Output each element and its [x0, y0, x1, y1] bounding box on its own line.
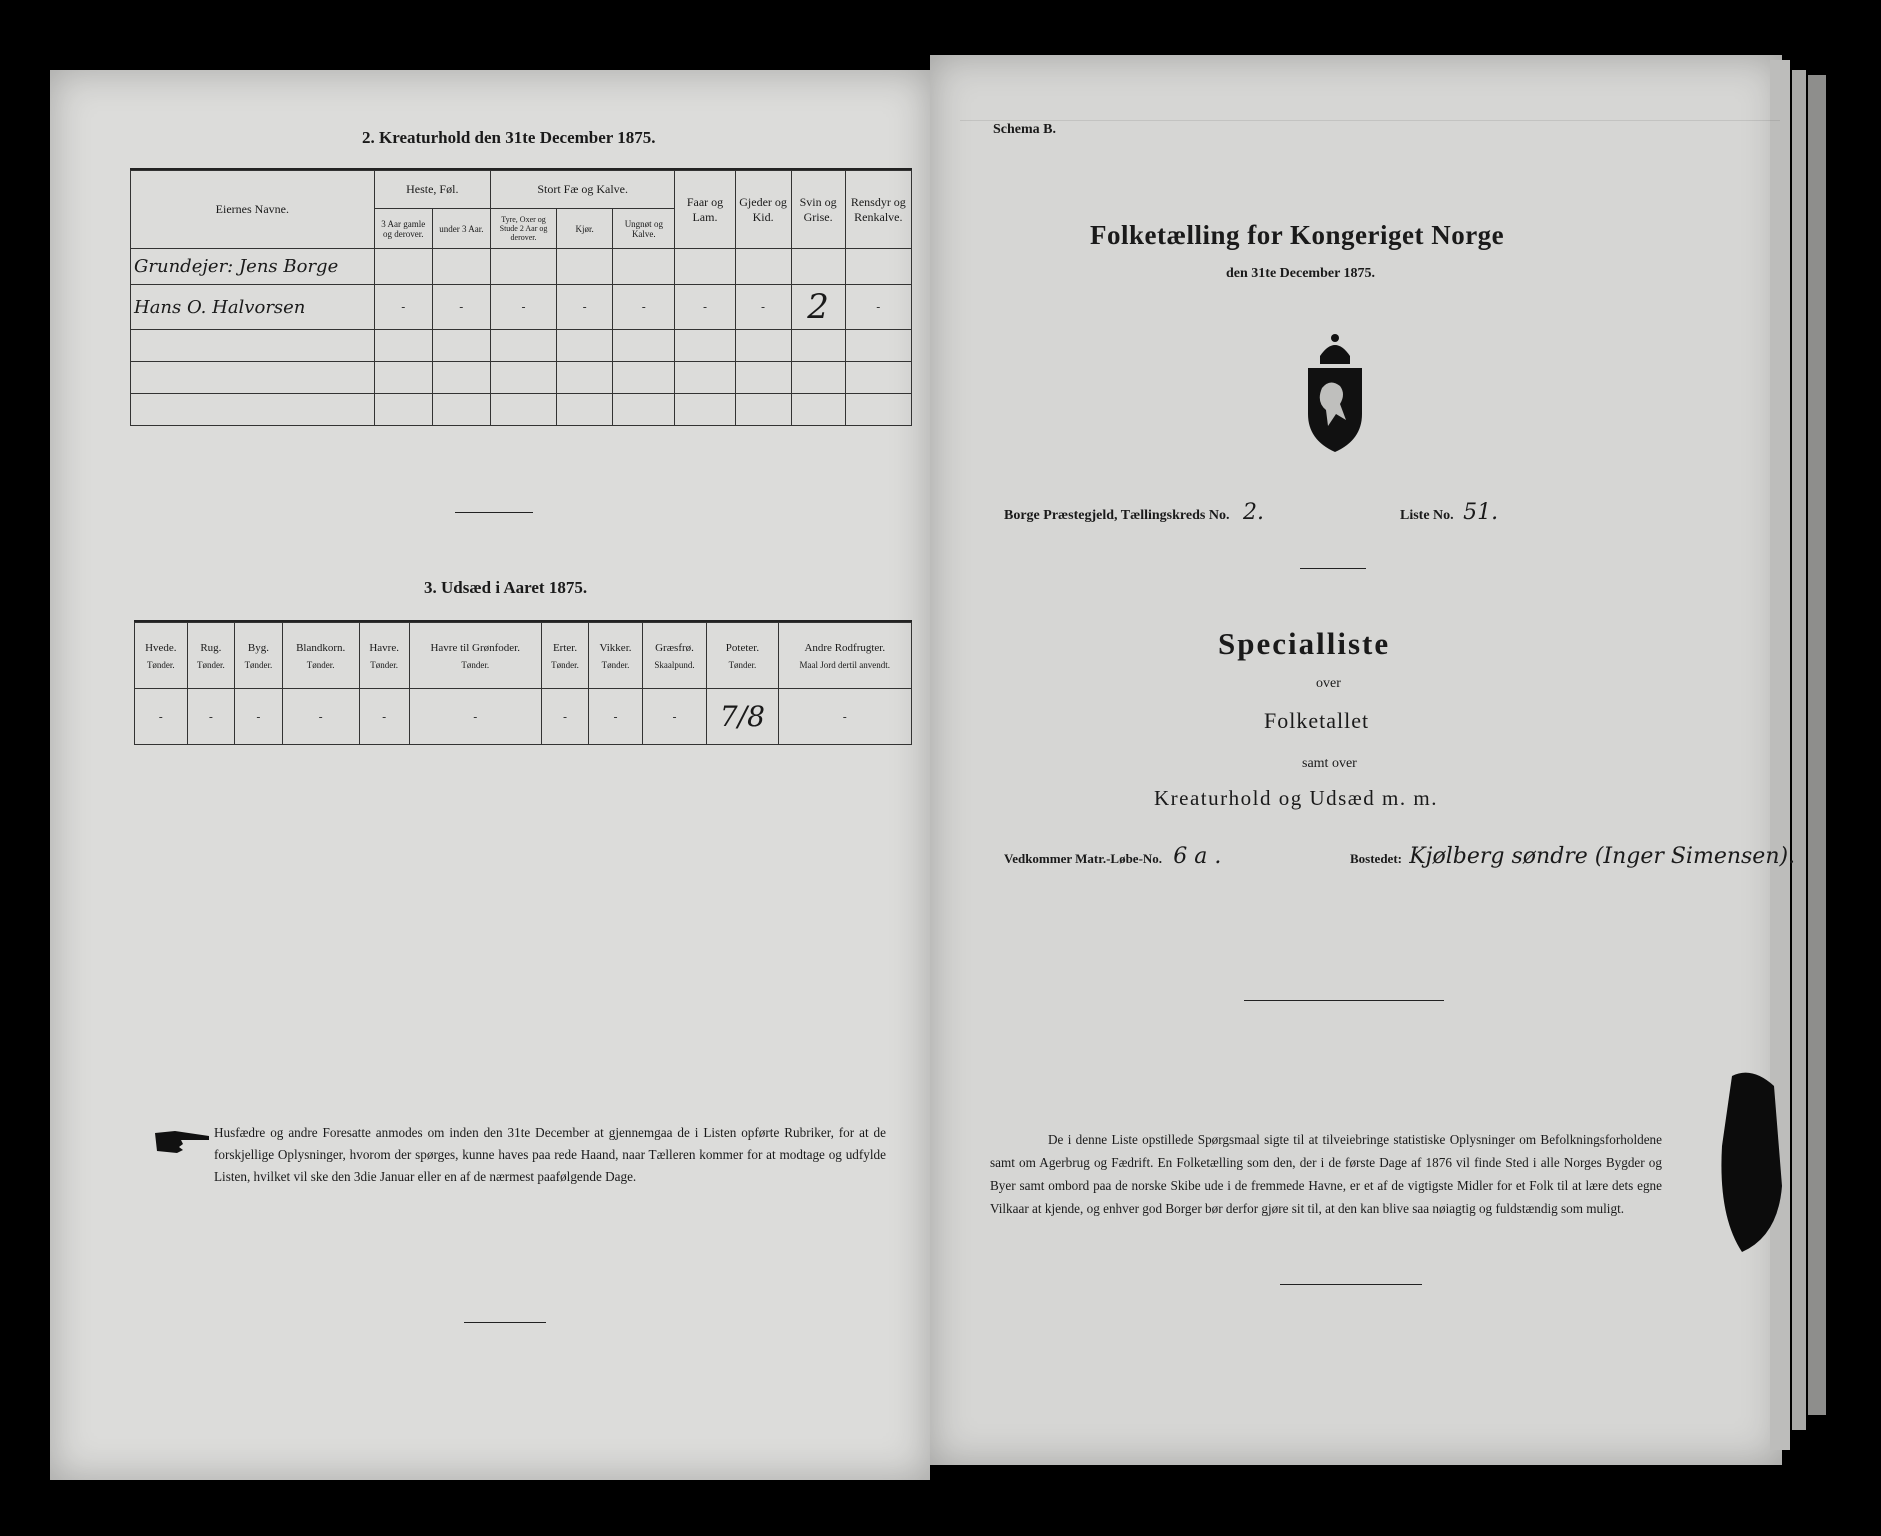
- sowing-value: 7/8: [707, 689, 778, 745]
- sowing-col-header: [359, 623, 409, 689]
- section3-title: 3. Udsæd i Aaret 1875.: [424, 578, 588, 597]
- col-cattle: Stort Fæ og Kalve.: [490, 171, 675, 209]
- divider: [1244, 1000, 1444, 1001]
- table-row: [131, 394, 912, 426]
- census-date: den 31te December 1875.: [1226, 266, 1376, 281]
- col-goats: Gjeder og Kid.: [735, 171, 791, 249]
- sowing-value: -: [642, 689, 707, 745]
- col-horses-old: 3 Aar gamle og derover.: [374, 209, 432, 249]
- list-label: Liste No.: [1400, 508, 1454, 523]
- sowing-col-header: [589, 623, 642, 689]
- cell: -: [374, 285, 432, 330]
- sowing-col-unit: Tønder.: [244, 659, 273, 670]
- sowing-value: -: [359, 689, 409, 745]
- parish-line: [1004, 500, 1264, 525]
- sowing-value: -: [409, 689, 541, 745]
- divider: [464, 1322, 546, 1323]
- notice-text: Husfædre og andre Foresatte anmodes om inden den 31te December at gjennemgaa de i Listen opførte Rubriker, for at de forskjellige Oplysninger, hvorom der spørges, kunne haves paa rede Haand, naar Tælleren kommer for at modtage og udfylde Listen, hvilket vil ske den 3die Januar eller en af de nærmest paafølgende Dage.: [214, 1125, 886, 1184]
- sowing-col-unit: Tønder.: [370, 659, 399, 670]
- sowing-table: [134, 622, 912, 745]
- sowing-col-name: Erter.: [552, 641, 578, 654]
- sowing-col-unit: Tønder.: [461, 659, 490, 670]
- table-row: [131, 285, 912, 330]
- pointing-hand-icon: [153, 1127, 211, 1155]
- page-stack-edge: [1792, 70, 1806, 1430]
- faint-bleed: [960, 120, 1780, 121]
- sowing-col-unit: Tønder.: [306, 659, 335, 670]
- divider: [1300, 568, 1366, 569]
- page-stack-edge: [1808, 75, 1826, 1415]
- divider: [455, 512, 533, 513]
- folketallet-label: Folketallet: [1264, 708, 1370, 733]
- sowing-col-name: Havre.: [369, 641, 399, 654]
- sowing-col-header: [135, 623, 188, 689]
- livestock-title: Kreaturhold og Udsæd m. m.: [1154, 786, 1438, 810]
- table-row: [131, 249, 912, 285]
- col-cows: Kjør.: [557, 209, 613, 249]
- col-horses-young: under 3 Aar.: [432, 209, 490, 249]
- sowing-value: -: [187, 689, 235, 745]
- cell: [613, 249, 675, 285]
- parish-label: Præstegjeld,: [1043, 508, 1118, 523]
- cell: [735, 249, 791, 285]
- sowing-col-name: Rug.: [200, 641, 222, 654]
- sowing-value: -: [778, 689, 911, 745]
- sowing-col-header: [541, 623, 589, 689]
- cell: [845, 249, 911, 285]
- district-value: 2.: [1242, 500, 1264, 525]
- over-label: over: [1316, 676, 1341, 691]
- sowing-col-header: [282, 623, 359, 689]
- sowing-col-name: Andre Rodfrugter.: [804, 641, 886, 654]
- col-sheep: Faar og Lam.: [675, 171, 735, 249]
- bosted-label: Bostedet:: [1350, 851, 1402, 866]
- sowing-col-header: [235, 623, 283, 689]
- sowing-col-header: [707, 623, 778, 689]
- sowing-col-name: Blandkorn.: [296, 641, 346, 654]
- samt-over-label: samt over: [1302, 756, 1357, 771]
- cell: -: [735, 285, 791, 330]
- matr-label: Vedkommer Matr.-Løbe-No.: [1004, 851, 1163, 866]
- sowing-value: -: [282, 689, 359, 745]
- page-title: Folketælling for Kongeriget Norge: [1090, 220, 1505, 250]
- divider: [1280, 1284, 1422, 1285]
- cell: [432, 249, 490, 285]
- cell: 2: [791, 285, 845, 330]
- sowing-col-name: Byg.: [247, 641, 269, 654]
- list-value: 51.: [1463, 500, 1499, 525]
- bosted-value: Kjølberg søndre (Inger Simensen).: [1409, 844, 1796, 869]
- edge-shadow: [1712, 1066, 1792, 1256]
- cell: -: [432, 285, 490, 330]
- cell: -: [675, 285, 735, 330]
- sowing-col-unit: Maal Jord dertil anvendt.: [799, 659, 891, 670]
- sowing-value: -: [135, 689, 188, 745]
- list-line: [1400, 500, 1498, 525]
- sowing-col-header: [187, 623, 235, 689]
- sowing-value: -: [235, 689, 283, 745]
- bosted-line: [1350, 844, 1795, 869]
- sowing-col-unit: Tønder.: [601, 659, 630, 670]
- cell: [791, 249, 845, 285]
- table-row: [131, 362, 912, 394]
- sowing-value: -: [541, 689, 589, 745]
- sowing-col-unit: Skaalpund.: [654, 659, 695, 670]
- cell: [374, 249, 432, 285]
- specialliste-title: Specialliste: [1218, 626, 1391, 661]
- col-bulls: Tyre, Oxer og Stude 2 Aar og derover.: [490, 209, 556, 249]
- owner-name: Grundejer: Jens Borge: [131, 249, 375, 285]
- section2-title: 2. Kreaturhold den 31te December 1875.: [362, 128, 656, 147]
- col-reindeer: Rensdyr og Renkalve.: [845, 171, 911, 249]
- cell: [490, 249, 556, 285]
- sowing-col-header: [778, 623, 911, 689]
- table-row: [135, 689, 912, 745]
- matr-value: 6 a .: [1173, 844, 1222, 869]
- owner-name: Hans O. Halvorsen: [131, 285, 375, 330]
- sowing-col-unit: Tønder.: [728, 659, 757, 670]
- col-pigs: Svin og Grise.: [791, 171, 845, 249]
- matr-line: [1004, 844, 1221, 869]
- cell: [675, 249, 735, 285]
- norwegian-lion-icon: [1300, 330, 1370, 456]
- footer-text: De i denne Liste opstillede Spørgsmaal sigte til at tilveiebringe statistiske Oplysninger om Befolkningsforholdene samt om Agerbrug og Fædrift. En Folketælling som den, der i de første Dage af 1876 vil finde Sted i alle Norges Bygder og Byer samt ombord paa de norske Skibe ude i de fremmede Havne, er et af de vigtigste Midler for et Folk til at lære dets egne Vilkaar at kjende, og enhver god Borger bør derfor gjøre sit til, at den kan blive saa nøiagtig og fuldstændig som muligt.: [990, 1132, 1662, 1216]
- cell: -: [557, 285, 613, 330]
- sowing-col-unit: Tønder.: [551, 659, 579, 670]
- sowing-col-name: Græsfrø.: [655, 641, 694, 654]
- sowing-col-name: Vikker.: [599, 641, 632, 654]
- parish-name: Borge: [1004, 508, 1040, 523]
- sowing-col-name: Havre til Grønfoder.: [430, 641, 520, 654]
- cell: -: [490, 285, 556, 330]
- sowing-col-header: [642, 623, 707, 689]
- district-label: Tællingskreds No.: [1120, 508, 1230, 523]
- cell: [557, 249, 613, 285]
- sowing-col-header: [409, 623, 541, 689]
- livestock-table: [130, 170, 912, 426]
- sowing-col-unit: Tønder.: [197, 659, 225, 670]
- cell: -: [845, 285, 911, 330]
- sowing-col-name: Poteter.: [725, 641, 760, 654]
- sowing-value: -: [589, 689, 642, 745]
- schema-label: Schema B.: [993, 122, 1056, 137]
- col-owners: Eiernes Navne.: [131, 171, 375, 249]
- col-calves: Ungnøt og Kalve.: [613, 209, 675, 249]
- sowing-col-name: Hvede.: [145, 641, 177, 654]
- cell: -: [613, 285, 675, 330]
- col-horses: Heste, Føl.: [374, 171, 490, 209]
- table-row: [131, 330, 912, 362]
- sowing-col-unit: Tønder.: [146, 659, 175, 670]
